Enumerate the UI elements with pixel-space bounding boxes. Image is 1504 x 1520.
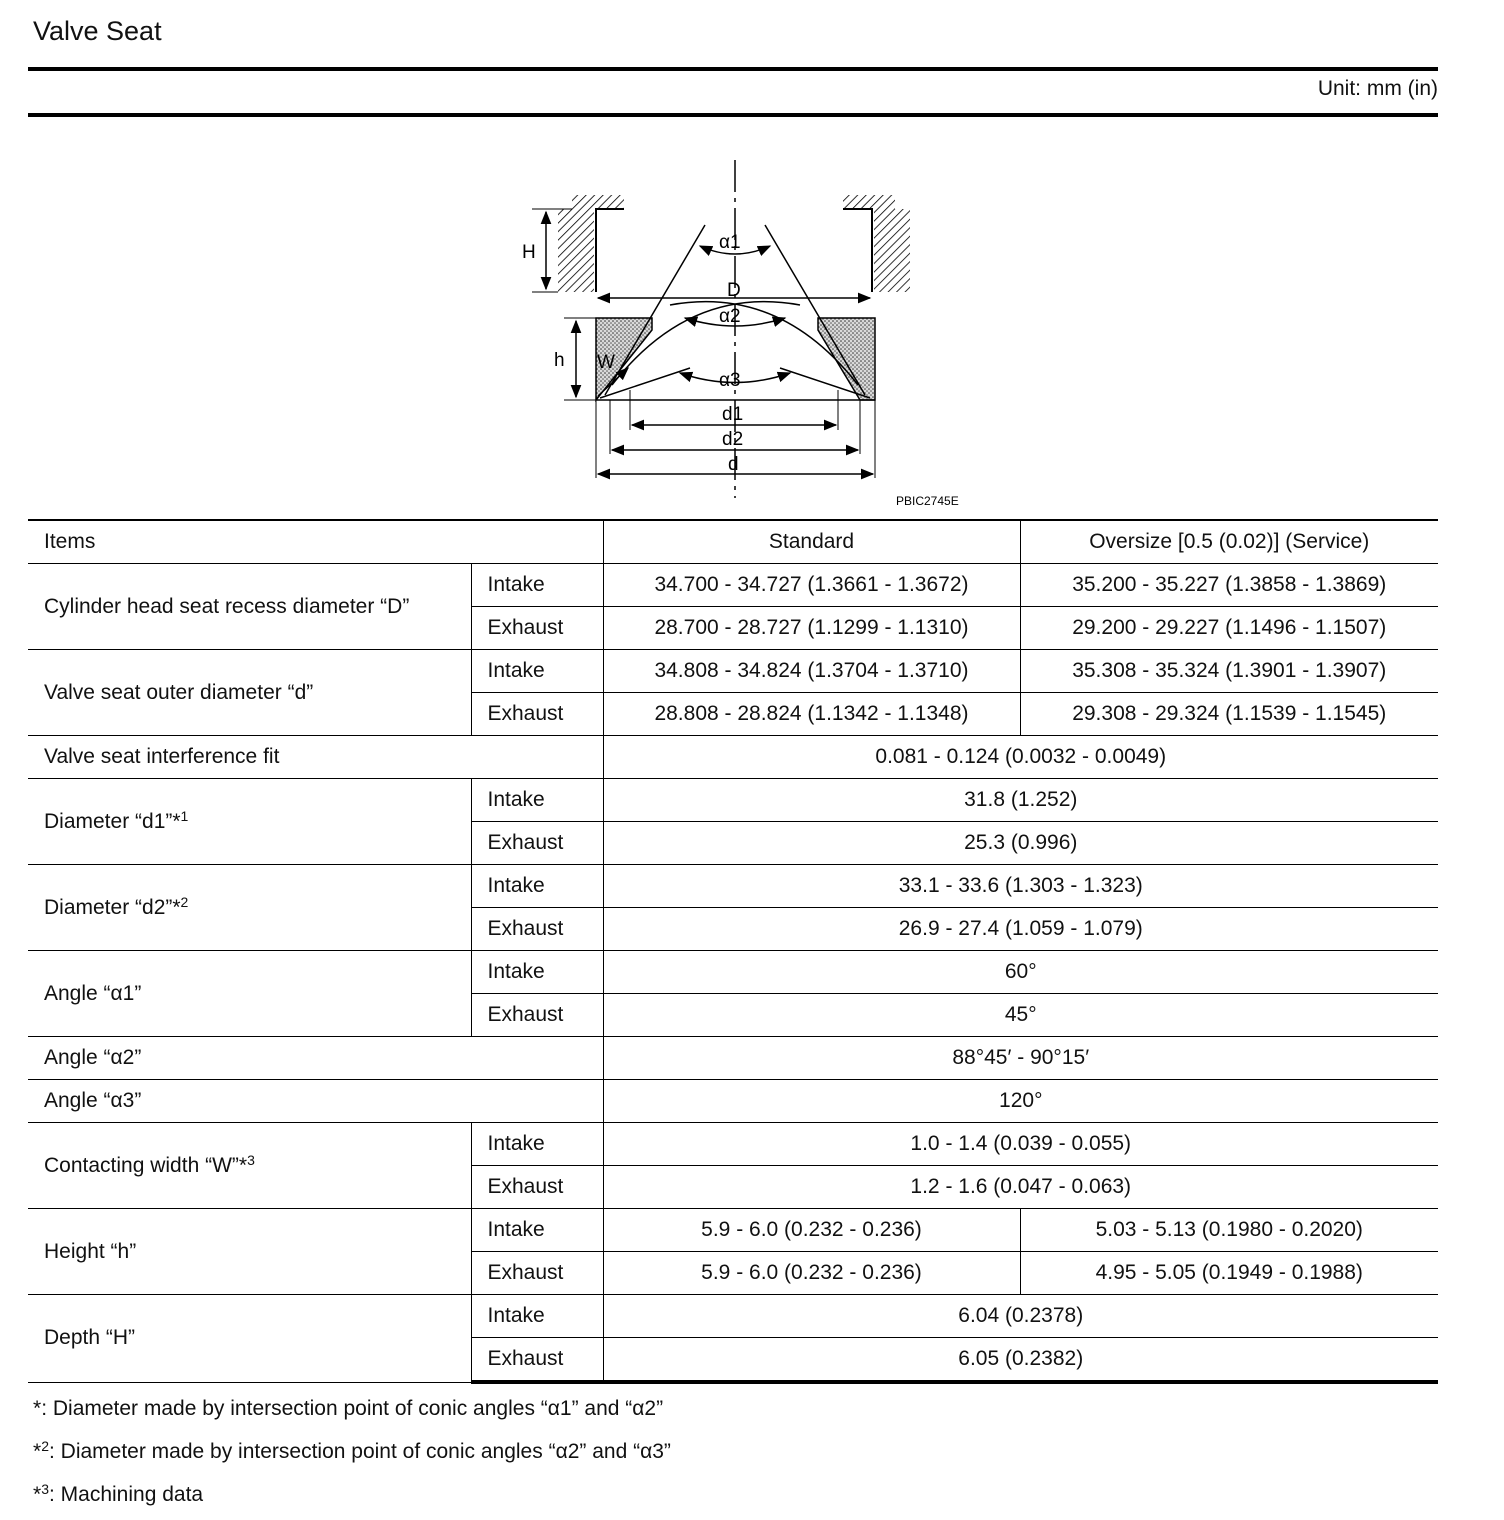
- row-label: Diameter “d1”*$^1$: [28, 779, 471, 865]
- header-items: Items: [28, 520, 603, 564]
- cell-value: 35.200 - 35.227 (1.3858 - 1.3869): [1020, 564, 1438, 607]
- exhaust-label: Exhaust: [471, 607, 603, 650]
- exhaust-label: Exhaust: [471, 1252, 603, 1295]
- header-rule: [28, 113, 1438, 117]
- cell-value: 29.308 - 29.324 (1.1539 - 1.1545): [1020, 693, 1438, 736]
- exhaust-label: Exhaust: [471, 822, 603, 865]
- table-row: [28, 865, 1438, 908]
- intake-label: Intake: [471, 1209, 603, 1252]
- row-label: Height “h”: [28, 1209, 471, 1295]
- footnote-3: *$^3$: Machining data: [33, 1481, 204, 1506]
- label-alpha3: α3: [719, 370, 741, 391]
- label-d1: d1: [722, 404, 744, 425]
- label-W: W: [597, 352, 615, 373]
- cell-value: 1.0 - 1.4 (0.039 - 0.055): [603, 1123, 1438, 1166]
- table-row: [28, 1209, 1438, 1252]
- cell-value: 6.04 (0.2378): [603, 1295, 1438, 1338]
- cylinder-head-right: [843, 195, 910, 292]
- intake-label: Intake: [471, 865, 603, 908]
- exhaust-label: Exhaust: [471, 1338, 603, 1383]
- table-row: [28, 779, 1438, 822]
- intake-label: Intake: [471, 564, 603, 607]
- cell-value: 60°: [603, 951, 1438, 994]
- intake-label: Intake: [471, 951, 603, 994]
- cell-value: 5.03 - 5.13 (0.1980 - 0.2020): [1020, 1209, 1438, 1252]
- table-row: [28, 1080, 1438, 1123]
- header-oversize: Oversize [0.5 (0.02)] (Service): [1020, 520, 1438, 564]
- cell-value: 29.200 - 29.227 (1.1496 - 1.1507): [1020, 607, 1438, 650]
- cell-value: 1.2 - 1.6 (0.047 - 0.063): [603, 1166, 1438, 1209]
- cell-value: 31.8 (1.252): [603, 779, 1438, 822]
- exhaust-label: Exhaust: [471, 994, 603, 1037]
- cell-value: 0.081 - 0.124 (0.0032 - 0.0049): [603, 736, 1438, 779]
- table-row: [28, 1037, 1438, 1080]
- cell-value: 26.9 - 27.4 (1.059 - 1.079): [603, 908, 1438, 951]
- header-standard: Standard: [603, 520, 1020, 564]
- cell-value: 34.700 - 34.727 (1.3661 - 1.3672): [603, 564, 1020, 607]
- cell-value: 28.808 - 28.824 (1.1342 - 1.1348): [603, 693, 1020, 736]
- exhaust-label: Exhaust: [471, 1166, 603, 1209]
- label-alpha2: α2: [719, 306, 741, 327]
- label-alpha1: α1: [719, 232, 741, 253]
- table-row: [28, 1123, 1438, 1166]
- intake-label: Intake: [471, 650, 603, 693]
- footnotes: [33, 1387, 671, 1516]
- cell-value: 88°45′ - 90°15′: [603, 1037, 1438, 1080]
- cylinder-head-left: [558, 195, 624, 292]
- footnote-1: *: Diameter made by intersection point of conic angles “α1” and “α2”: [33, 1397, 664, 1420]
- label-H: H: [522, 242, 536, 263]
- cell-value: 25.3 (0.996): [603, 822, 1438, 865]
- cell-value: 34.808 - 34.824 (1.3704 - 1.3710): [603, 650, 1020, 693]
- intake-label: Intake: [471, 779, 603, 822]
- unit-label: Unit: mm (in): [1317, 77, 1438, 100]
- figure-code: PBIC2745E: [896, 494, 959, 508]
- intake-label: Intake: [471, 1295, 603, 1338]
- row-label: Valve seat interference fit: [28, 736, 603, 779]
- table-header-row: [28, 520, 1438, 564]
- intake-label: Intake: [471, 1123, 603, 1166]
- cell-value: 5.9 - 6.0 (0.232 - 0.236): [603, 1209, 1020, 1252]
- cell-value: 33.1 - 33.6 (1.303 - 1.323): [603, 865, 1438, 908]
- page-title: Valve Seat: [33, 16, 162, 46]
- row-label: Cylinder head seat recess diameter “D”: [28, 564, 471, 650]
- cell-value: 35.308 - 35.324 (1.3901 - 1.3907): [1020, 650, 1438, 693]
- row-label: Angle “α2”: [28, 1037, 603, 1080]
- table-row: [28, 650, 1438, 693]
- table-row: [28, 951, 1438, 994]
- label-d2: d2: [722, 429, 744, 450]
- cell-value: 5.9 - 6.0 (0.232 - 0.236): [603, 1252, 1020, 1295]
- cell-value: 28.700 - 28.727 (1.1299 - 1.1310): [603, 607, 1020, 650]
- row-label: Contacting width “W”*$^3$: [28, 1123, 471, 1209]
- valve-seat-spec-table: [28, 519, 1438, 1384]
- cell-value: 4.95 - 5.05 (0.1949 - 0.1988): [1020, 1252, 1438, 1295]
- table-row: [28, 736, 1438, 779]
- label-D: D: [727, 280, 741, 301]
- cell-value: 120°: [603, 1080, 1438, 1123]
- table-row: [28, 564, 1438, 607]
- cell-value: 45°: [603, 994, 1438, 1037]
- exhaust-label: Exhaust: [471, 908, 603, 951]
- row-label: Angle “α1”: [28, 951, 471, 1037]
- row-label: Depth “H”: [28, 1295, 471, 1383]
- row-label: Angle “α3”: [28, 1080, 603, 1123]
- table-row: [28, 1295, 1438, 1338]
- label-h: h: [554, 350, 565, 371]
- cell-value: 6.05 (0.2382): [603, 1338, 1438, 1383]
- footnote-2: *$^2$: Diameter made by intersection point of conic angles “α2” and “α3”: [33, 1438, 671, 1463]
- row-label: Valve seat outer diameter “d”: [28, 650, 471, 736]
- exhaust-label: Exhaust: [471, 693, 603, 736]
- valve-seat-diagram: [520, 150, 1000, 520]
- label-d: d: [728, 454, 739, 475]
- row-label: Diameter “d2”*$^2$: [28, 865, 471, 951]
- title-rule: [28, 67, 1438, 71]
